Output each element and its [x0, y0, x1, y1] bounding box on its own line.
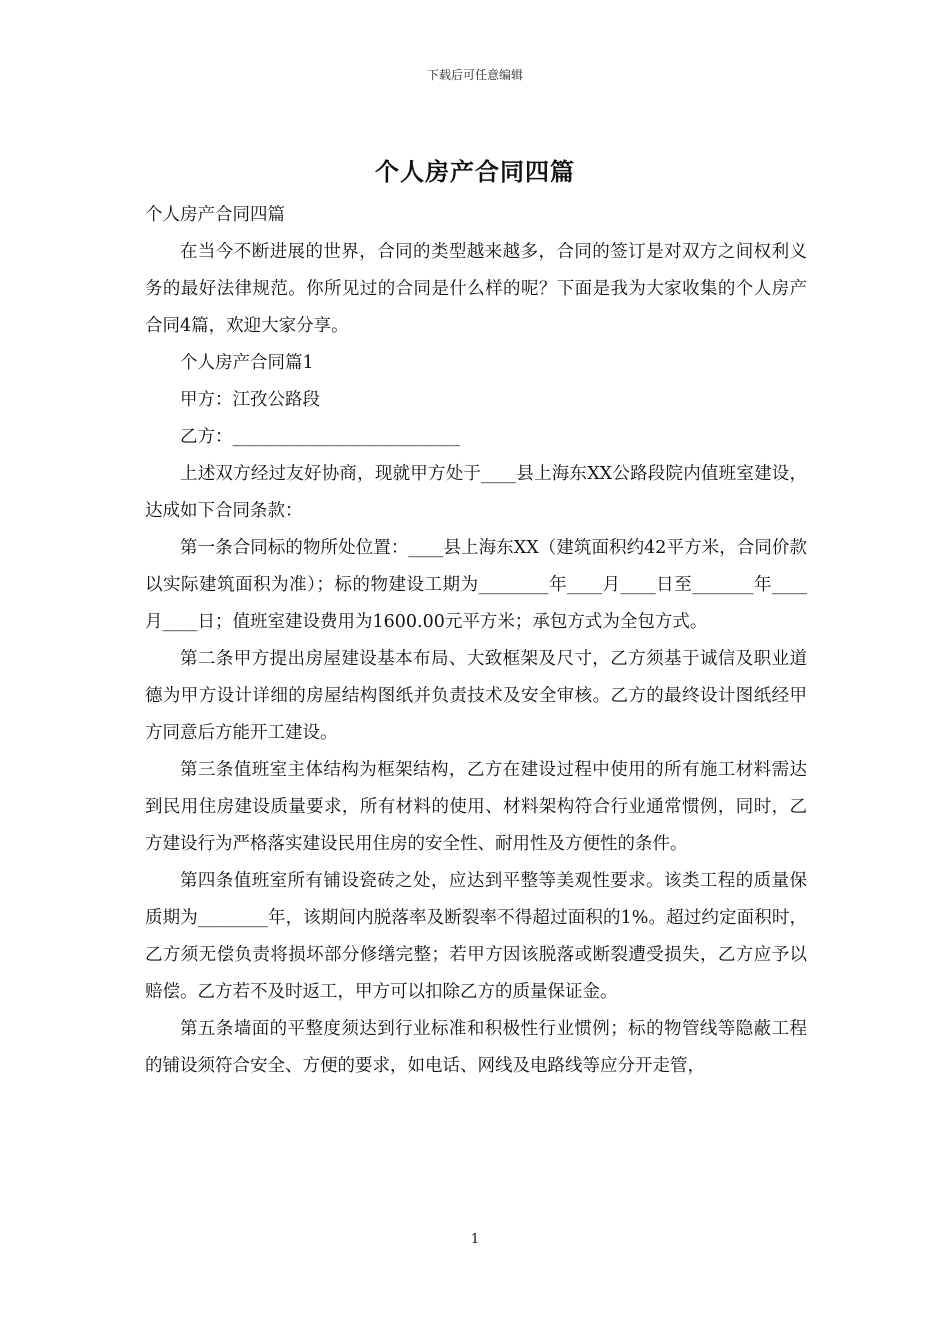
clause-5: 第五条墙面的平整度须达到行业标准和积极性行业惯例；标的物管线等隐蔽工程的铺设须符合安全、方便的要求，如电话、网线及电路线等应分开走管， — [145, 1019, 807, 1076]
header-note: 下载后可任意编辑 — [426, 68, 523, 82]
clause-4: 第四条值班室所有铺设瓷砖之处，应达到平整等美观性要求。该类工程的质量保质期为________年，该期间内脱落率及断裂率不得超过面积的1%。超过约定面积时，乙方须无偿负责将损坏部分修缮完整；若甲方因该脱落或断裂遭受损失，乙方应予以赔偿。乙方若不及时返工，甲方可以扣除乙方的质量保证金。 — [145, 871, 807, 1002]
document-body — [145, 197, 807, 1085]
clause-1: 第一条合同标的物所处位置：____县上海东XX（建筑面积约42平方米，合同价款以实际建筑面积为准）；标的物建设工期为________年____月____日至_______年____月____日；值班室建设费用为1600.00元平方米；承包方式为全包方式。 — [145, 538, 807, 632]
clause-2: 第二条甲方提出房屋建设基本布局、大致框架及尺寸，乙方须基于诚信及职业道德为甲方设计详细的房屋结构图纸并负责技术及安全审核。乙方的最终设计图纸经甲方同意后方能开工建设。 — [145, 649, 807, 743]
section-heading: 个人房产合同篇1 — [180, 353, 314, 373]
page-number: 1 — [470, 1232, 480, 1247]
document-title: 个人房产合同四篇 — [375, 157, 575, 186]
clause-3: 第三条值班室主体结构为框架结构，乙方在建设过程中使用的所有施工材料需达到民用住房建设质量要求，所有材料的使用、材料架构符合行业通常惯例，同时，乙方建设行为严格落实建设民用住房的安全性、耐用性及方便性的条件。 — [145, 760, 807, 854]
intro-paragraph: 在当今不断进展的世界，合同的类型越来越多，合同的签订是对双方之间权利义务的最好法律规范。你所见过的合同是什么样的呢？下面是我为大家收集的个人房产合同4篇，欢迎大家分享。 — [145, 242, 807, 336]
subtitle-paragraph: 个人房产合同四篇 — [145, 205, 285, 225]
party-b-line: 乙方：__________________________ — [180, 427, 460, 447]
preamble-paragraph: 上述双方经过友好协商，现就甲方处于____县上海东XX公路段院内值班室建设，达成如下合同条款： — [145, 464, 807, 521]
party-a-line: 甲方：江孜公路段 — [180, 390, 320, 410]
